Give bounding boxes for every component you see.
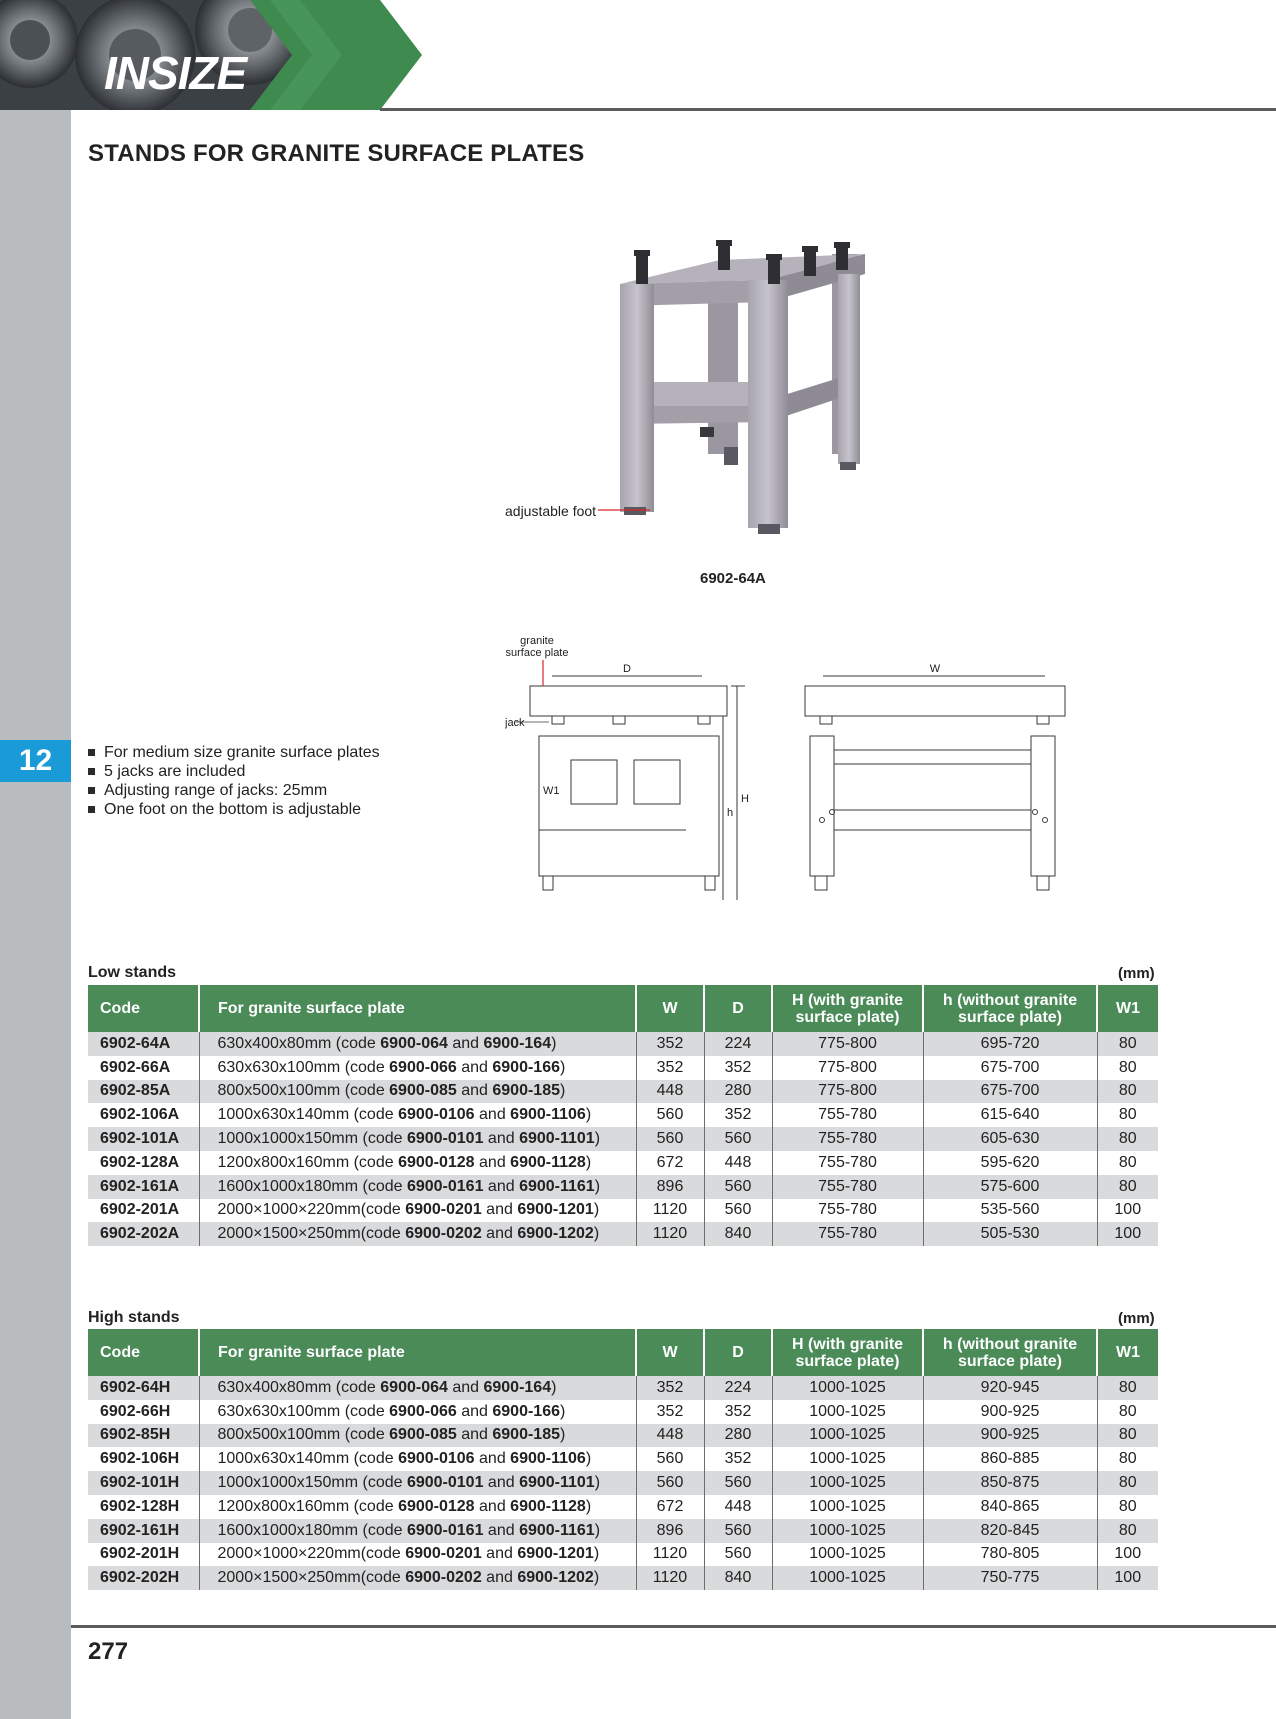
cell-w: 1120	[636, 1199, 704, 1223]
cell-w1: 80	[1097, 1471, 1158, 1495]
table-row	[88, 1471, 1158, 1495]
col-h-with-line2: surface plate)	[795, 1008, 900, 1026]
plate-code-a: 6900-0201	[405, 1201, 482, 1219]
plate-code-a: 6900-085	[389, 1082, 457, 1100]
cell-h-with: 1000-1025	[772, 1566, 923, 1590]
plate-size: 1200x800x160mm (code	[217, 1153, 399, 1171]
table-row	[88, 1127, 1158, 1151]
granite-label-2: surface plate	[505, 647, 569, 659]
plate-close: )	[585, 1497, 592, 1515]
dimension-w1-label: W1	[543, 785, 560, 797]
table-row	[88, 1447, 1158, 1471]
plate-code-b: 6900-1161	[519, 1177, 595, 1195]
cell-w1: 80	[1097, 1376, 1158, 1400]
cell-h-without: 840-865	[923, 1495, 1097, 1519]
cell-h-with: 755-780	[772, 1222, 923, 1246]
plate-code-a: 6900-0101	[406, 1130, 484, 1148]
cell-w: 560	[636, 1127, 704, 1151]
plate-code-a: 6900-064	[380, 1378, 448, 1396]
plate-close: )	[593, 1225, 600, 1243]
cell-plate	[199, 1103, 636, 1127]
plate-size: 2000×1500×250mm(code	[217, 1569, 406, 1587]
cell-h-without: 675-700	[923, 1056, 1097, 1080]
plate-and: and	[456, 1082, 493, 1100]
cell-w1: 80	[1097, 1127, 1158, 1151]
cell-h-without: 695-720	[923, 1032, 1097, 1056]
cell-plate	[199, 1543, 636, 1567]
table-row	[88, 1080, 1158, 1104]
col-code: Code	[88, 1329, 199, 1376]
plate-code-b: 6900-1106	[510, 1106, 586, 1124]
cell-w1: 80	[1097, 1400, 1158, 1424]
plate-size: 1600x1000x180mm (code	[217, 1521, 407, 1539]
plate-and: and	[447, 1034, 484, 1052]
cell-h-without: 675-700	[923, 1080, 1097, 1104]
plate-and: and	[474, 1497, 511, 1515]
cell-d: 840	[704, 1566, 772, 1590]
cell-h-with: 1000-1025	[772, 1519, 923, 1543]
low-stands-unit: (mm)	[1118, 965, 1155, 982]
cell-code: 6902-201A	[88, 1199, 199, 1223]
cell-plate	[199, 1175, 636, 1199]
cell-w1: 80	[1097, 1495, 1158, 1519]
dimension-d-label: D	[623, 663, 631, 675]
plate-close: )	[551, 1034, 557, 1052]
col-h-with-line2: surface plate)	[795, 1352, 900, 1370]
plate-code-b: 6900-1101	[519, 1130, 595, 1148]
plate-code-a: 6900-085	[389, 1426, 457, 1444]
cell-h-without: 820-845	[923, 1519, 1097, 1543]
plate-close: )	[594, 1130, 601, 1148]
cell-code: 6902-106H	[88, 1447, 199, 1471]
granite-label-1: granite	[520, 635, 554, 647]
cell-w1: 100	[1097, 1222, 1158, 1246]
cell-code: 6902-64H	[88, 1376, 199, 1400]
feature-list	[88, 743, 380, 819]
table-header-row	[88, 985, 1158, 1032]
cell-d: 352	[704, 1103, 772, 1127]
cell-h-with: 755-780	[772, 1103, 923, 1127]
low-stands-table	[88, 985, 1158, 1246]
cell-code: 6902-66A	[88, 1056, 199, 1080]
model-caption: 6902-64A	[700, 570, 766, 587]
table-row	[88, 1222, 1158, 1246]
cell-w: 448	[636, 1424, 704, 1448]
cell-h-without: 860-885	[923, 1447, 1097, 1471]
plate-code-a: 6900-066	[389, 1402, 457, 1420]
plate-code-a: 6900-0202	[405, 1569, 482, 1587]
table-row	[88, 1424, 1158, 1448]
cell-h-without: 595-620	[923, 1151, 1097, 1175]
plate-code-b: 6900-1128	[510, 1497, 586, 1515]
plate-code-a: 6900-0128	[398, 1497, 475, 1515]
low-stands-body	[88, 1032, 1158, 1246]
feature-item: Adjusting range of jacks: 25mm	[88, 781, 380, 800]
cell-w1: 80	[1097, 1447, 1158, 1471]
plate-code-b: 6900-164	[483, 1378, 552, 1396]
plate-code-b: 6900-166	[492, 1058, 560, 1076]
col-h-with-line1: H (with granite	[791, 991, 904, 1009]
cell-d: 280	[704, 1424, 772, 1448]
cell-d: 840	[704, 1222, 772, 1246]
cell-w: 1120	[636, 1566, 704, 1590]
cell-h-with: 775-800	[772, 1056, 923, 1080]
plate-size: 630x400x80mm (code	[217, 1034, 381, 1052]
plate-code-a: 6900-0106	[398, 1106, 475, 1124]
cell-code: 6902-201H	[88, 1543, 199, 1567]
plate-and: and	[483, 1177, 520, 1195]
plate-code-b: 6900-1128	[510, 1153, 586, 1171]
plate-code-b: 6900-166	[492, 1402, 560, 1420]
plate-code-b: 6900-185	[492, 1082, 560, 1100]
cell-h-with: 1000-1025	[772, 1471, 923, 1495]
plate-size: 1600x1000x180mm (code	[217, 1177, 407, 1195]
cell-code: 6902-85A	[88, 1080, 199, 1104]
cell-code: 6902-85H	[88, 1424, 199, 1448]
insize-logo: INSIZE	[104, 47, 247, 99]
cell-plate	[199, 1519, 636, 1543]
high-stands-body	[88, 1376, 1158, 1590]
plate-close: )	[593, 1545, 600, 1563]
plate-size: 630x630x100mm (code	[217, 1058, 390, 1076]
dimension-w-label: W	[929, 663, 941, 675]
col-w1: W1	[1097, 1329, 1158, 1376]
cell-code: 6902-101A	[88, 1127, 199, 1151]
cell-h-with: 1000-1025	[772, 1400, 923, 1424]
cell-w: 352	[636, 1056, 704, 1080]
cell-h-with: 755-780	[772, 1127, 923, 1151]
cell-h-with: 1000-1025	[772, 1495, 923, 1519]
plate-and: and	[456, 1058, 493, 1076]
plate-code-a: 6900-0101	[406, 1474, 484, 1492]
plate-and: and	[481, 1545, 518, 1563]
low-stands-title: Low stands	[88, 964, 177, 981]
feature-item: For medium size granite surface plates	[88, 743, 380, 762]
col-h-without-line2: surface plate)	[957, 1352, 1063, 1370]
plate-and: and	[481, 1201, 518, 1219]
cell-w: 352	[636, 1400, 704, 1424]
table-row	[88, 1400, 1158, 1424]
table-header-row	[88, 1329, 1158, 1376]
plate-code-b: 6900-1201	[517, 1545, 594, 1563]
cell-code: 6902-128H	[88, 1495, 199, 1519]
plate-and: and	[474, 1153, 511, 1171]
page-title: STANDS FOR GRANITE SURFACE PLATES	[88, 140, 585, 167]
cell-code: 6902-66H	[88, 1400, 199, 1424]
plate-code-a: 6900-0161	[406, 1177, 484, 1195]
col-plate: For granite surface plate	[199, 1329, 636, 1376]
plate-close: )	[593, 1569, 600, 1587]
plate-and: and	[481, 1225, 518, 1243]
cell-d: 560	[704, 1127, 772, 1151]
cell-h-with: 1000-1025	[772, 1424, 923, 1448]
cell-code: 6902-202H	[88, 1566, 199, 1590]
cell-w: 560	[636, 1471, 704, 1495]
plate-size: 1000x1000x150mm (code	[217, 1474, 407, 1492]
table-row	[88, 1566, 1158, 1590]
cell-w1: 80	[1097, 1032, 1158, 1056]
plate-and: and	[474, 1450, 511, 1468]
table-row	[88, 1056, 1158, 1080]
cell-h-without: 505-530	[923, 1222, 1097, 1246]
cell-h-without: 750-775	[923, 1566, 1097, 1590]
cell-d: 560	[704, 1175, 772, 1199]
plate-and: and	[483, 1521, 520, 1539]
cell-w: 448	[636, 1080, 704, 1104]
cell-d: 448	[704, 1151, 772, 1175]
plate-size: 2000×1500×250mm(code	[217, 1225, 406, 1243]
cell-w1: 80	[1097, 1175, 1158, 1199]
page-number: 277	[88, 1638, 129, 1665]
plate-and: and	[474, 1106, 511, 1124]
cell-h-with: 775-800	[772, 1080, 923, 1104]
cell-h-with: 755-780	[772, 1175, 923, 1199]
cell-plate	[199, 1495, 636, 1519]
feature-item: 5 jacks are included	[88, 762, 380, 781]
cell-h-without: 575-600	[923, 1175, 1097, 1199]
cell-w1: 80	[1097, 1151, 1158, 1175]
cell-d: 280	[704, 1080, 772, 1104]
plate-close: )	[585, 1106, 592, 1124]
plate-size: 800x500x100mm (code	[217, 1426, 390, 1444]
cell-w: 352	[636, 1376, 704, 1400]
plate-close: )	[594, 1521, 601, 1539]
cell-code: 6902-128A	[88, 1151, 199, 1175]
plate-code-a: 6900-0106	[398, 1450, 475, 1468]
col-w: W	[636, 1329, 704, 1376]
cell-code: 6902-161A	[88, 1175, 199, 1199]
cell-d: 560	[704, 1519, 772, 1543]
plate-and: and	[483, 1130, 520, 1148]
plate-code-b: 6900-1161	[519, 1521, 595, 1539]
cell-w: 1120	[636, 1543, 704, 1567]
table-row	[88, 1103, 1158, 1127]
cell-plate	[199, 1376, 636, 1400]
table-row	[88, 1175, 1158, 1199]
col-h-with	[772, 985, 923, 1032]
plate-code-a: 6900-066	[389, 1058, 457, 1076]
cell-code: 6902-202A	[88, 1222, 199, 1246]
plate-code-b: 6900-1106	[510, 1450, 586, 1468]
cell-code: 6902-161H	[88, 1519, 199, 1543]
plate-and: and	[483, 1474, 520, 1492]
plate-code-b: 6900-1101	[519, 1474, 595, 1492]
cell-w1: 80	[1097, 1519, 1158, 1543]
high-stands-table	[88, 1329, 1158, 1590]
feature-item: One foot on the bottom is adjustable	[88, 800, 380, 819]
cell-d: 352	[704, 1447, 772, 1471]
plate-code-a: 6900-0161	[406, 1521, 484, 1539]
cell-d: 224	[704, 1032, 772, 1056]
table-row	[88, 1519, 1158, 1543]
col-w: W	[636, 985, 704, 1032]
plate-size: 1000x630x140mm (code	[217, 1450, 399, 1468]
col-d: D	[704, 1329, 772, 1376]
plate-close: )	[560, 1402, 566, 1420]
table-row	[88, 1151, 1158, 1175]
cell-h-without: 615-640	[923, 1103, 1097, 1127]
cell-w1: 100	[1097, 1543, 1158, 1567]
cell-h-with: 755-780	[772, 1199, 923, 1223]
cell-w: 672	[636, 1151, 704, 1175]
table-row	[88, 1495, 1158, 1519]
adjustable-foot-label: adjustable foot	[505, 503, 597, 519]
plate-and: and	[456, 1426, 493, 1444]
plate-code-a: 6900-064	[380, 1034, 448, 1052]
cell-h-without: 605-630	[923, 1127, 1097, 1151]
plate-close: )	[585, 1450, 592, 1468]
col-d: D	[704, 985, 772, 1032]
col-h-without-line1: h (without granite	[942, 991, 1078, 1009]
col-code: Code	[88, 985, 199, 1032]
cell-h-without: 535-560	[923, 1199, 1097, 1223]
cell-d: 224	[704, 1376, 772, 1400]
dimension-diagram	[505, 630, 1080, 910]
cell-d: 560	[704, 1199, 772, 1223]
high-stands-title: High stands	[88, 1309, 180, 1326]
sidebar	[0, 0, 71, 1719]
cell-plate	[199, 1199, 636, 1223]
cell-w: 560	[636, 1447, 704, 1471]
plate-close: )	[594, 1474, 601, 1492]
cell-w1: 80	[1097, 1056, 1158, 1080]
cell-w: 560	[636, 1103, 704, 1127]
cell-plate	[199, 1566, 636, 1590]
col-h-without-line1: h (without granite	[942, 1335, 1078, 1353]
cell-d: 448	[704, 1495, 772, 1519]
cell-w: 352	[636, 1032, 704, 1056]
cell-w1: 100	[1097, 1566, 1158, 1590]
plate-size: 1000x1000x150mm (code	[217, 1130, 407, 1148]
cell-d: 352	[704, 1400, 772, 1424]
cell-plate	[199, 1471, 636, 1495]
cell-h-with: 775-800	[772, 1032, 923, 1056]
cell-code: 6902-64A	[88, 1032, 199, 1056]
plate-close: )	[594, 1177, 601, 1195]
chapter-tab[interactable]: 12	[0, 740, 71, 782]
cell-plate	[199, 1080, 636, 1104]
cell-plate	[199, 1151, 636, 1175]
cell-h-without: 900-925	[923, 1424, 1097, 1448]
col-h-without	[923, 1329, 1097, 1376]
cell-w: 896	[636, 1175, 704, 1199]
footer-divider	[71, 1625, 1276, 1628]
plate-size: 2000×1000×220mm(code	[217, 1201, 406, 1219]
plate-and: and	[456, 1402, 493, 1420]
plate-close: )	[593, 1201, 600, 1219]
cell-h-without: 850-875	[923, 1471, 1097, 1495]
plate-size: 2000×1000×220mm(code	[217, 1545, 406, 1563]
cell-w1: 80	[1097, 1080, 1158, 1104]
col-plate: For granite surface plate	[199, 985, 636, 1032]
cell-plate	[199, 1400, 636, 1424]
plate-code-a: 6900-0128	[398, 1153, 475, 1171]
cell-h-with: 1000-1025	[772, 1543, 923, 1567]
plate-close: )	[551, 1378, 557, 1396]
col-h-with	[772, 1329, 923, 1376]
cell-d: 560	[704, 1543, 772, 1567]
plate-size: 630x400x80mm (code	[217, 1378, 381, 1396]
table-row	[88, 1543, 1158, 1567]
cell-w1: 80	[1097, 1103, 1158, 1127]
cell-h-with: 1000-1025	[772, 1447, 923, 1471]
plate-and: and	[481, 1569, 518, 1587]
jack-label: jack	[505, 717, 525, 729]
cell-code: 6902-106A	[88, 1103, 199, 1127]
col-w1: W1	[1097, 985, 1158, 1032]
plate-size: 800x500x100mm (code	[217, 1082, 390, 1100]
plate-code-b: 6900-1202	[517, 1225, 594, 1243]
col-h-without	[923, 985, 1097, 1032]
cell-d: 560	[704, 1471, 772, 1495]
cell-d: 352	[704, 1056, 772, 1080]
cell-plate	[199, 1447, 636, 1471]
table-row	[88, 1032, 1158, 1056]
table-row	[88, 1199, 1158, 1223]
foot-leader-line	[598, 508, 650, 512]
cell-h-without: 920-945	[923, 1376, 1097, 1400]
cell-w1: 100	[1097, 1199, 1158, 1223]
plate-code-a: 6900-0201	[405, 1545, 482, 1563]
dimension-h-small-label: h	[727, 807, 734, 819]
plate-code-a: 6900-0202	[405, 1225, 482, 1243]
plate-size: 1200x800x160mm (code	[217, 1497, 399, 1515]
high-stands-unit: (mm)	[1118, 1310, 1155, 1327]
cell-plate	[199, 1032, 636, 1056]
cell-w: 672	[636, 1495, 704, 1519]
plate-size: 1000x630x140mm (code	[217, 1106, 399, 1124]
col-h-without-line2: surface plate)	[957, 1008, 1063, 1026]
plate-close: )	[560, 1058, 566, 1076]
plate-code-b: 6900-185	[492, 1426, 560, 1444]
cell-plate	[199, 1056, 636, 1080]
plate-close: )	[560, 1082, 566, 1100]
cell-h-without: 900-925	[923, 1400, 1097, 1424]
cell-w: 1120	[636, 1222, 704, 1246]
plate-close: )	[560, 1426, 566, 1444]
cell-w1: 80	[1097, 1424, 1158, 1448]
plate-and: and	[447, 1378, 484, 1396]
cell-plate	[199, 1424, 636, 1448]
cell-plate	[199, 1127, 636, 1151]
dimension-h-big-label: H	[741, 793, 749, 805]
stand-product-image	[600, 232, 890, 552]
plate-size: 630x630x100mm (code	[217, 1402, 390, 1420]
col-h-with-line1: H (with granite	[791, 1335, 904, 1353]
plate-code-b: 6900-1201	[517, 1201, 594, 1219]
cell-h-without: 780-805	[923, 1543, 1097, 1567]
cell-h-with: 755-780	[772, 1151, 923, 1175]
table-row	[88, 1376, 1158, 1400]
cell-h-with: 1000-1025	[772, 1376, 923, 1400]
cell-w: 896	[636, 1519, 704, 1543]
plate-close: )	[585, 1153, 592, 1171]
cell-code: 6902-101H	[88, 1471, 199, 1495]
plate-code-b: 6900-1202	[517, 1569, 594, 1587]
header-divider	[380, 108, 1276, 111]
cell-plate	[199, 1222, 636, 1246]
plate-code-b: 6900-164	[483, 1034, 552, 1052]
